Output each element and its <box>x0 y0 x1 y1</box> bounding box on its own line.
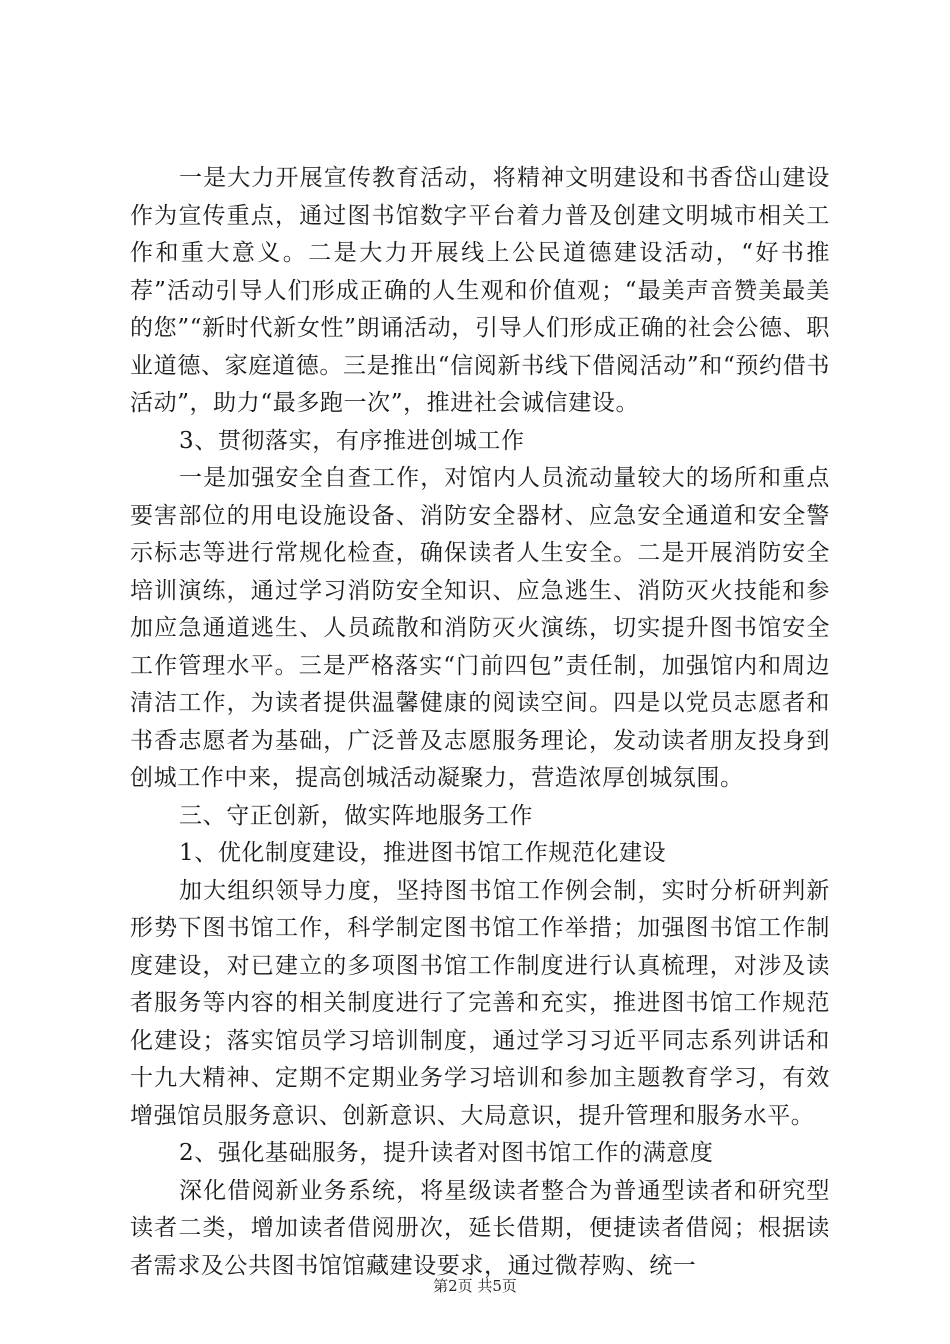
heading-part-three: 三、守正创新，做实阵地服务工作 <box>179 802 533 829</box>
page-footer <box>0 1276 950 1296</box>
heading-section-1: 1、优化制度建设，推进图书馆工作规范化建设 <box>179 840 667 866</box>
paragraph-safety-work: 一是加强安全自查工作，对馆内人员流动量较大的场所和重点要害部位的用电设施设备、消防安全器材、应急安全通道和安全警示标志等进行常规化检查，确保读者人生安全。二是开展消防安全培训演练，通过学习消防安全知识、应急逃生、消防灭火技能和参加应急通道逃生、人员疏散和消防灭火演练，切实提升图书馆安全工作管理水平。三是严格落实“门前四包”责任制，加强馆内和周边清洁工作，为读者提供温馨健康的阅读空间。四是以党员志愿者和书香志愿者为基础，广泛普及志愿服务理论，发动读者朋友投身到创城工作中来，提高创城活动凝聚力，营造浓厚创城氛围。 <box>130 465 830 791</box>
heading-section-3: 3、贯彻落实，有序推进创城工作 <box>179 427 525 454</box>
document-body <box>130 160 830 1285</box>
page-number: 第2页 共5页 <box>433 1277 517 1295</box>
paragraph-system-building: 加大组织领导力度，坚持图书馆工作例会制，实时分析研判新形势下图书馆工作，科学制定图书馆工作举措；加强图书馆工作制度建设，对已建立的多项图书馆工作制度进行认真梳理，对涉及读者服务等内容的相关制度进行了完善和充实，推进图书馆工作规范化建设；落实馆员学习培训制度，通过学习习近平同志系列讲话和十九大精神、定期不定期业务学习培训和参加主题教育学习，有效增强馆员服务意识、创新意识、大局意识，提升管理和服务水平。 <box>130 877 830 1129</box>
paragraph-civic-education: 一是大力开展宣传教育活动，将精神文明建设和书香岱山建设作为宣传重点，通过图书馆数字平台着力普及创建文明城市相关工作和重大意义。二是大力开展线上公民道德建设活动，“好书推荐”活动引导人们形成正确的人生观和价值观；“最美声音赞美最美的您”“新时代新女性”朗诵活动，引导人们形成正确的社会公德、职业道德、家庭道德。三是推出“信阅新书线下借阅活动”和“预约借书活动”，助力“最多跑一次”，推进社会诚信建设。 <box>130 165 830 416</box>
paragraph-basic-service: 深化借阅新业务系统，将星级读者整合为普通型读者和研究型读者二类，增加读者借阅册次，延长借期，便捷读者借阅；根据读者需求及公共图书馆馆藏建设要求，通过微荐购、统一 <box>130 1177 830 1279</box>
heading-section-2: 2、强化基础服务，提升读者对图书馆工作的满意度 <box>179 1140 714 1166</box>
